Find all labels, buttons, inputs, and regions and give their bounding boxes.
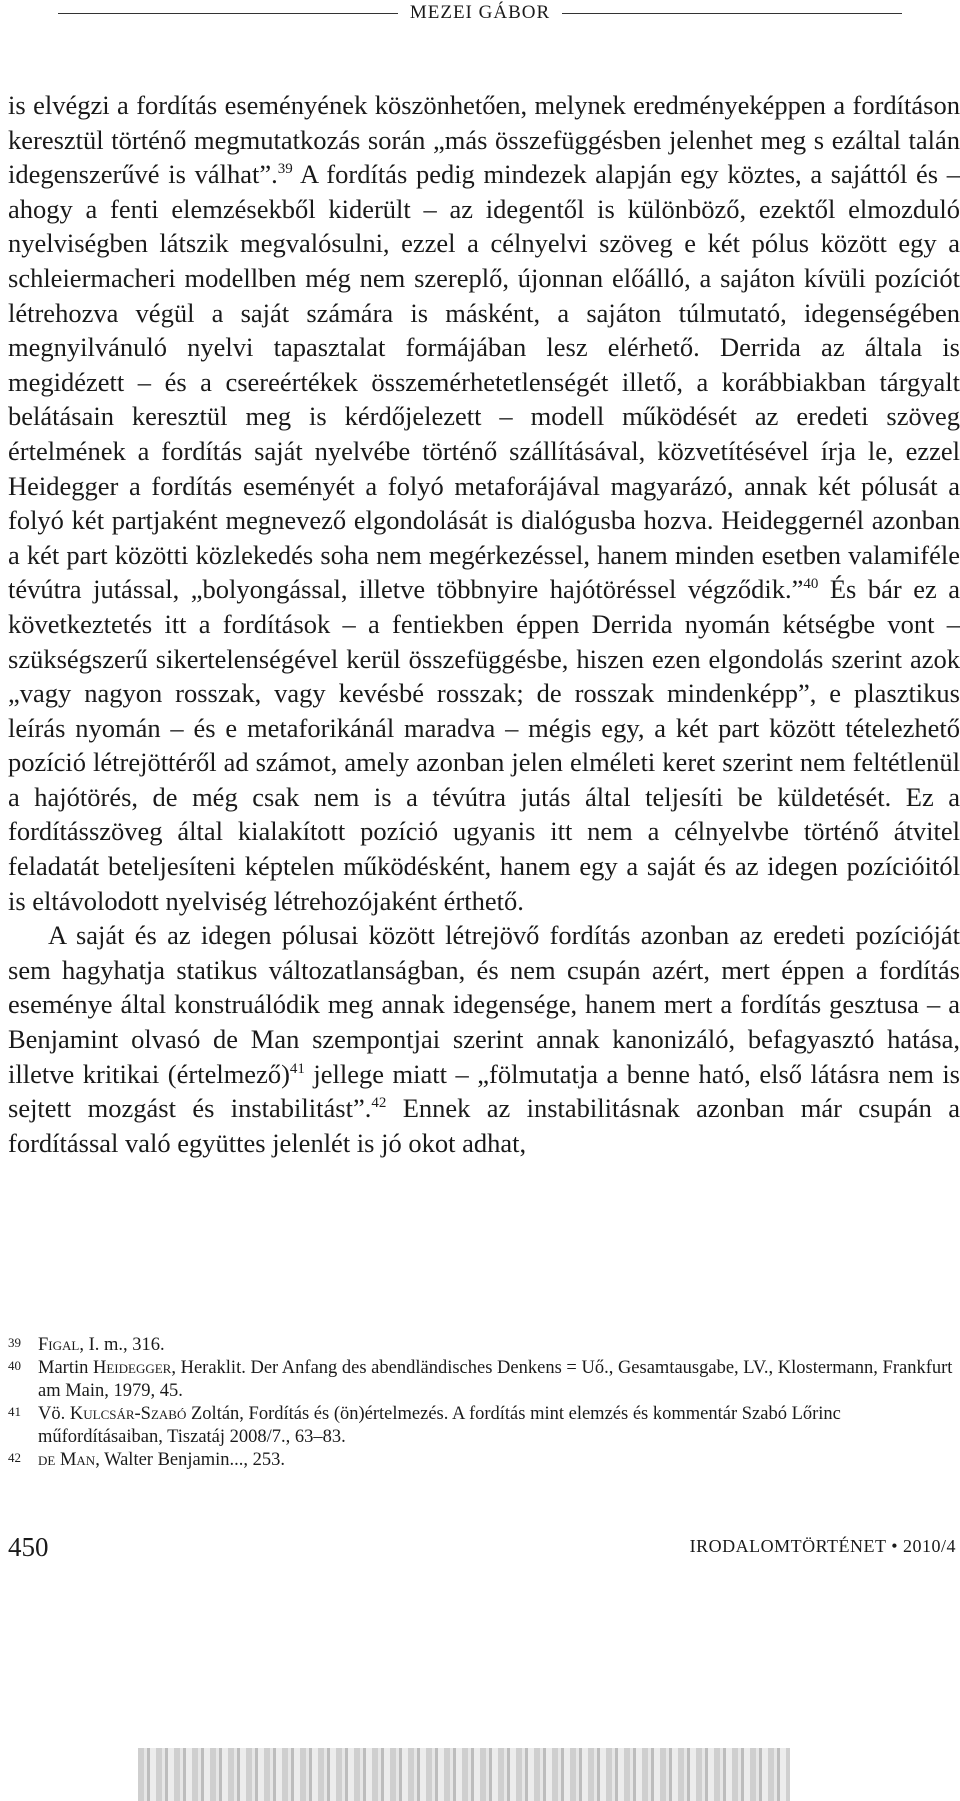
footnote-41 xyxy=(8,1403,960,1449)
footnotes xyxy=(8,1334,960,1472)
footnote-author: Man xyxy=(59,1450,96,1470)
footnote-text xyxy=(38,1449,960,1472)
paragraph-text: A fordítás pedig mindezek alapján egy köztes, a sajáttól és – ahogy a fenti elemzésekből kiderült – az idegentől is különböző, ezektől elmozduló nyelviségben látszik megvalósulni, ezzel a célnyelvi szöveg e két pólus között egy a schleiermacheri modellben még nem szereplő, újonnan előálló, a sajáton kívüli pozíciót létrehozva végül a saját számára is másként, a sajáton túlmutató, idegenségében megnyilvánuló nyelvi tapasztalat formájában lesz elérhető. Derrida az általa is megidézett – és a csereértékek összemérhetetlenségét illető, a korábbiakban tárgyalt belátásain keresztül meg is kérdőjelezett – modell működését az eredeti szöveg értelmének a fordítás saját nyelvébe történő szállításával, közvetítésével írja le, ezzel Heidegger a fordítás eseményét a folyó metaforájával magyarázó, annak két pólusát a folyó két partjaként megnevező elgondolását is dialógusba hozva. Heideggernél azonban a két part közötti közlekedés soha nem megérkezéssel, hanem minden esetben valamiféle tévútra jutással, „bolyongással, illetve többnyire hajótöréssel végződik.” xyxy=(8,159,960,605)
footnote-reference: 39 xyxy=(277,161,293,178)
paragraph-text: A saját és az idegen pólusai között létrejövő fordítás azonban az eredeti pozícióját sem hagyhatja statikus változatlanságban, és nem csupán azért, mert éppen a fordítás eseménye által konstruálódik meg annak idegensége, hanem mert a fordítás gesztusa – a Benjamint olvasó de Man szempontjai szerint annak kanonizáló, befagyasztó hatása, illetve kritikai (értelmező) xyxy=(8,920,960,1089)
footnote-42 xyxy=(8,1449,960,1472)
scan-artifact-strip xyxy=(138,1748,790,1801)
footnote-prefix: de xyxy=(38,1450,60,1470)
footnote-author: Heidegger xyxy=(92,1358,172,1378)
footnote-citation: Zoltán, Fordítás és (ön)értelmezés. A fordítás mint elemzés és kommentár Szabó Lőrinc műfordításaiban, Tiszatáj 2008/7., 63–83. xyxy=(38,1404,841,1447)
paragraph-2 xyxy=(8,918,960,1160)
footnote-author: Figal xyxy=(38,1335,80,1355)
footnote-number: 42 xyxy=(8,1450,21,1465)
footnote-author: Kulcsár-Szabó xyxy=(69,1404,187,1424)
footnote-prefix: Vö. xyxy=(38,1404,70,1424)
running-head xyxy=(0,2,960,24)
footnote-reference: 41 xyxy=(289,1060,305,1077)
footnote-number: 40 xyxy=(8,1358,21,1373)
paragraph-text: És bár ez a következtetés itt a fordítások – a fentiekben éppen Derrida nyomán kétségbe vont – szükségszerű sikertelenségével kerül összefüggésbe, hiszen ezen elgondolás szerint azok „vagy nagyon rosszak, vagy kevésbé rosszak; de rosszak mindenképp”, e plasztikus leírás nyomán – és e metaforikánál maradva – mégis egy, a két part között tételezhető pozíció létrejöttéről ad számot, amely azonban jelen elméleti keret szerint nem feltétlenül a hajótörés, de még csak nem is a tévútra jutás által teljesíti be küldetését. Ez a fordításszöveg által kialakított pozíció ugyanis itt nem a célnyelvbe történő átvitel feladatát beteljesíteni képtelen működésként, hanem egy a saját és az idegen pozícióitól is eltávolodott nyelviség létrehozójaként érthető. xyxy=(8,574,960,916)
footnote-text xyxy=(38,1403,960,1449)
footnote-number: 41 xyxy=(8,1404,21,1419)
footnote-citation: , Walter Benjamin..., 253. xyxy=(95,1450,286,1470)
footnote-text xyxy=(38,1357,960,1403)
running-head-title: MEZEI GÁBOR xyxy=(409,2,551,23)
footnote-reference: 40 xyxy=(803,576,819,593)
footnote-prefix: Martin xyxy=(38,1358,93,1378)
paragraph-text: jellege miatt – „fölmutatja a benne ható, első látásra nem is sejtett mozgást és instabilitást”. xyxy=(8,1058,960,1124)
footnote-citation: , Heraklit. Der Anfang des abendländisches Denkens = Uő., Gesamtausgabe, LV., Klostermann, Frankfurt am Main, 1979, 45. xyxy=(38,1358,953,1401)
footnote-text xyxy=(38,1334,960,1357)
paragraph-text: Ennek az instabilitásnak azonban már csupán a fordítással való együttes jelenlét is jó okot adhat, xyxy=(8,1093,960,1158)
page-number: 450 xyxy=(8,1532,49,1562)
paragraph-1 xyxy=(8,88,960,918)
journal-issue: IRODALOMTÖRTÉNET • 2010/4 xyxy=(689,1536,956,1556)
footnote-reference: 42 xyxy=(371,1095,387,1112)
header-rule-left xyxy=(58,13,398,14)
body-text xyxy=(8,88,960,1160)
footnote-number: 39 xyxy=(8,1335,21,1350)
header-rule-right xyxy=(562,13,902,14)
footnote-citation: , I. m., 316. xyxy=(79,1335,165,1355)
footnote-39 xyxy=(8,1334,960,1357)
paragraph-text: is elvégzi a fordítás eseményének köszönhetően, melynek eredményeképpen a fordításon keresztül történő megmutatkozás során „más összefüggésben jelenhet meg s ezáltal talán idegenszerűvé is válhat”. xyxy=(8,90,960,190)
footnote-40 xyxy=(8,1357,960,1403)
